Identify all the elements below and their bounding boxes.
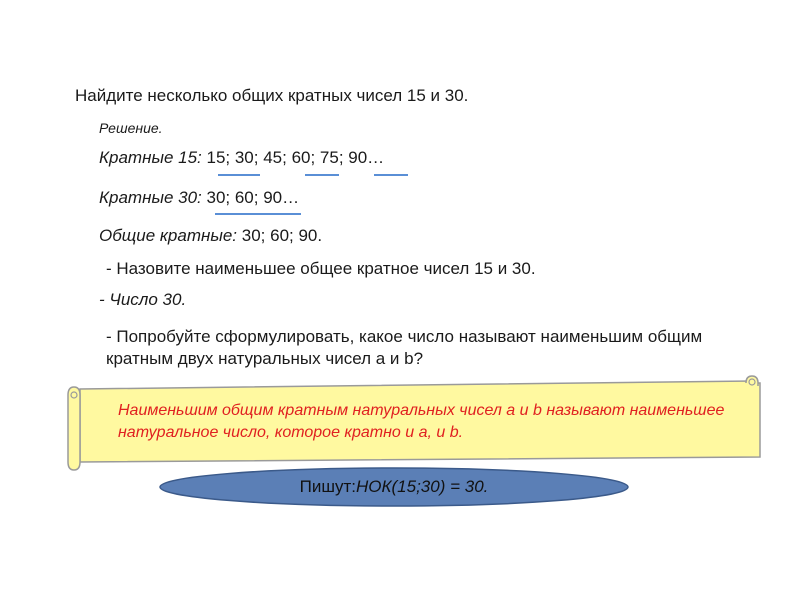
question-definition: - Попробуйте сформулировать, какое число называют наименьшим общим кратным двух натуральных чисел a и b? <box>106 327 703 368</box>
solution-label: Решение. <box>99 120 163 136</box>
multiples-15-values: 15; 30; 45; 60; 75; 90… <box>206 148 385 167</box>
multiples-15-label: Кратные 15: <box>99 148 202 167</box>
common-multiples-label: Общие кратные: <box>99 226 238 245</box>
lcm-notation <box>160 468 628 506</box>
common-multiples-values: 30; 60; 90. <box>241 226 323 245</box>
lcm-definition: Наименьшим общим кратным натуральных чисел a и b называют наименьшее натуральное число, которое кратно и a, и b. <box>118 402 725 441</box>
notation-prefix: Пишут: <box>299 477 356 496</box>
task-title: Найдите несколько общих кратных чисел 15 и 30. <box>75 86 469 105</box>
multiples-30-label: Кратные 30: <box>99 188 202 207</box>
notation-expression: НОК(15;30) = 30. <box>355 477 489 496</box>
multiples-30-values: 30; 60; 90… <box>206 188 300 207</box>
answer-lcm: - Число 30. <box>99 290 187 309</box>
question-lcm: - Назовите наименьшее общее кратное чисел 15 и 30. <box>106 259 536 278</box>
